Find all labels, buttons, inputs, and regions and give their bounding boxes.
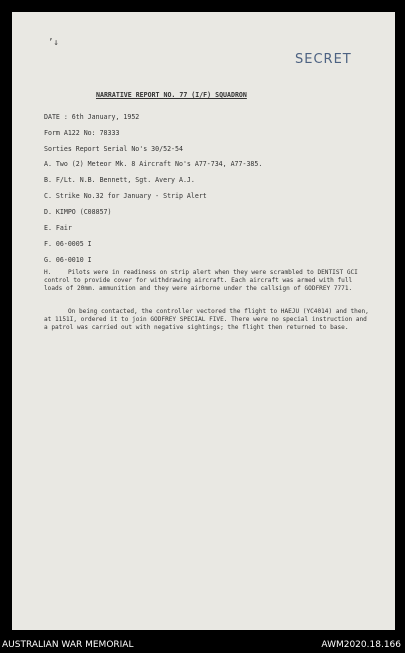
paragraph-h-text: Pilots were in readiness on strip alert when they were scrambled to DENTIST GCI control to provide cover for withdrawing aircraft. Each aircraft was armed with full loads of 20mm. ammunition and they were airborne under the callsign of GODFREY 7771.	[44, 269, 358, 293]
paragraph-h	[44, 269, 370, 294]
report-title: NARRATIVE REPORT NO. 77 (I/F) SQUADRON	[96, 91, 247, 99]
date-line: DATE : 6th January, 1952	[44, 113, 140, 121]
document-page	[12, 12, 395, 630]
item-c: C. Strike No.32 for January - Strip Alert	[44, 192, 207, 200]
item-b: B. F/Lt. N.B. Bennett, Sgt. Avery A.J.	[44, 176, 195, 184]
footer-credit: AUSTRALIAN WAR MEMORIAL	[2, 640, 134, 650]
sorties-line: Sorties Report Serial No's 30/52-54	[44, 145, 183, 153]
handwritten-mark: ’↓	[48, 38, 59, 48]
item-g: G. 06-0010 I	[44, 256, 92, 264]
secret-stamp: SECRET	[295, 52, 352, 67]
item-f: F. 06-0005 I	[44, 240, 92, 248]
footer-accession: AWM2020.18.166	[321, 640, 401, 650]
item-d: D. KIMPO (C08857)	[44, 208, 112, 216]
item-a: A. Two (2) Meteor Mk. 8 Aircraft No's A77-734, A77-385.	[44, 160, 263, 168]
form-line: Form A122 No: 78333	[44, 129, 120, 137]
item-e: E. Fair	[44, 224, 72, 232]
paragraph-h-label: H.	[44, 269, 52, 276]
paragraph-2: On being contacted, the controller vectored the flight to HAEJU (YC4014) and then, at 1151I, ordered it to join GODFREY SPECIAL FIVE. There were no special instruction and a patrol was carried out with negative sightings; the flight then returned to base.	[44, 308, 369, 332]
